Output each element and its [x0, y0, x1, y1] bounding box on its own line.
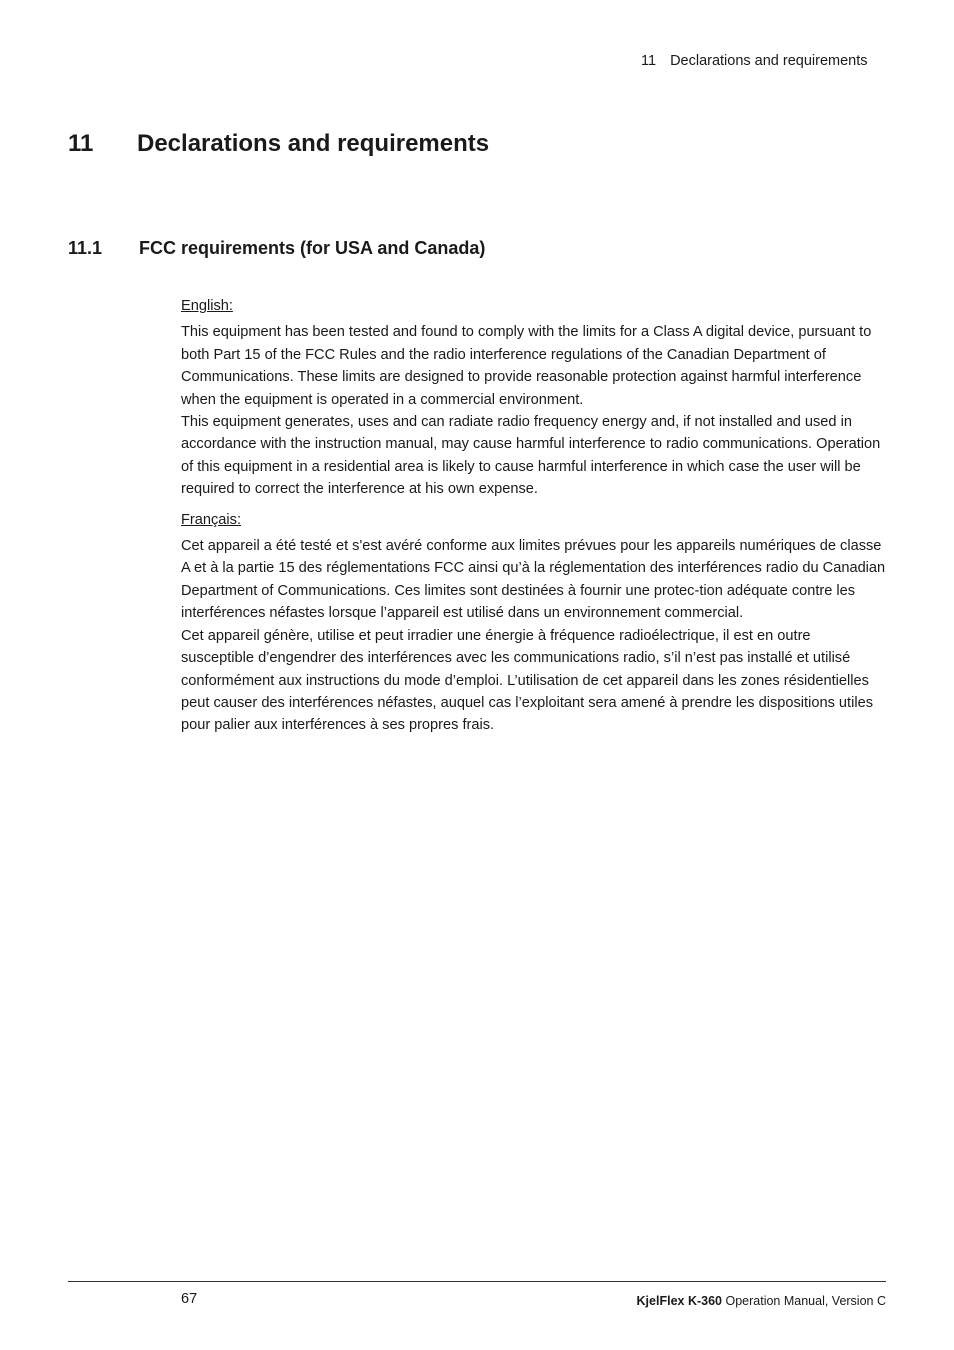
running-header-chapter-number: 11	[641, 53, 657, 69]
french-paragraph: Cet appareil génère, utilise et peut irradier une énergie à fréquence radioélectrique, il est en outre susceptible d’engendrer des interférences avec les communications radio, s’il n’est pas installé et utilisé conformément aux instructions du mode d’emploi. L’utilisation de cet appareil dans les zones résidentielles peut causer des interférences néfastes, auquel cas l’exploitant sera amené à prendre les dispositions utiles pour palier aux interférences à ses propres frais.	[181, 627, 873, 734]
section-title-text: FCC requirements (for USA and Canada)	[139, 238, 486, 258]
footer-document-name: Operation Manual, Version C	[725, 1294, 886, 1308]
chapter-title-text: Declarations and requirements	[137, 130, 490, 157]
section-number: 11.1	[68, 238, 103, 258]
footer-divider	[68, 1281, 886, 1282]
running-header-chapter-title: Declarations and requirements	[670, 53, 868, 69]
english-label: English:	[181, 298, 233, 314]
running-header	[641, 53, 868, 69]
french-label: Français:	[181, 511, 242, 528]
section-content	[181, 295, 887, 737]
footer-document-title	[637, 1294, 886, 1308]
chapter-number: 11	[68, 130, 94, 157]
french-paragraph: Cet appareil a été testé et s'est avéré conforme aux limites prévues pour les appareils numériques de classe A et à la partie 15 des réglementations FCC ainsi qu’à la réglementation des interférences radio du Canadian Department of Communications. Ces limites sont destinées à fournir une protec-tion adéquate contre les interférences néfastes lorsque l’appareil est utilisé dans un environnement commercial.	[181, 538, 886, 622]
chapter-title	[68, 130, 489, 158]
footer-product-name: KjelFlex K-360	[636, 1294, 722, 1308]
english-paragraph: This equipment has been tested and found to comply with the limits for a Class A digital device, pursuant to both Part 15 of the FCC Rules and the radio interference regulations of the Canadian Department of Communications. These limits are designed to provide reasonable protection against harmful interference when the equipment is operated in a commercial environment.	[181, 324, 872, 408]
page-number: 67	[181, 1291, 198, 1307]
english-paragraph: This equipment generates, uses and can radiate radio frequency energy and, if not installed and used in accordance with the instruction manual, may cause harmful interference to radio communications. Operation of this equipment in a residential area is likely to cause harmful interference in which case the user will be required to correct the interference at his own expense.	[181, 414, 881, 498]
french-block	[181, 509, 887, 737]
section-title	[68, 238, 485, 259]
english-block	[181, 295, 887, 501]
